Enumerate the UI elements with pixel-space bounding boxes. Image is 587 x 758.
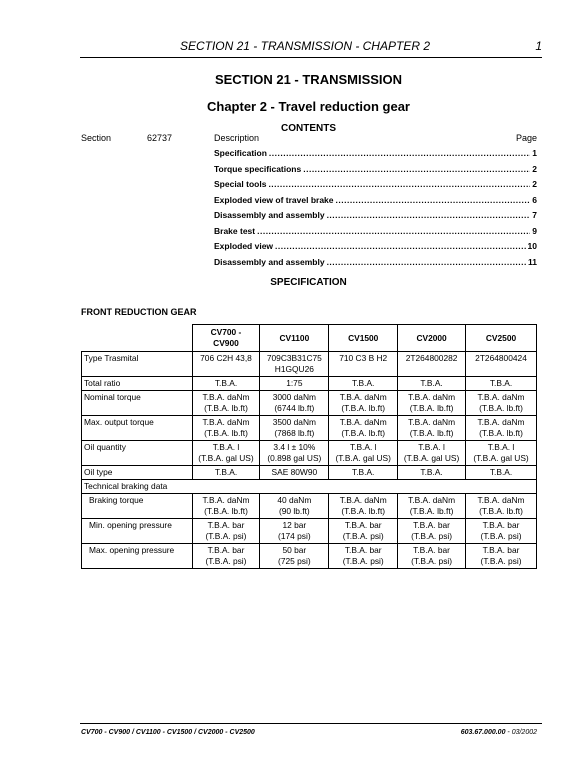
cell-value-line: T.B.A. bar xyxy=(344,520,382,530)
cell-value-line: 706 C2H 43,8 xyxy=(200,353,252,363)
toc-entry[interactable] xyxy=(214,257,537,273)
table-cell xyxy=(192,441,260,466)
toc-entry[interactable] xyxy=(214,164,537,180)
table-cell xyxy=(192,416,260,441)
toc-leader xyxy=(336,195,531,205)
table-cell xyxy=(466,544,537,569)
cell-value-line: (T.B.A. gal US) xyxy=(403,453,460,463)
cell-value-line: 709C3B31C75 xyxy=(266,353,322,363)
row-label: Nominal torque xyxy=(82,391,193,416)
cell-value-line: T.B.A. bar xyxy=(207,520,245,530)
table-cell xyxy=(329,352,398,377)
toc-entry[interactable] xyxy=(214,195,537,211)
cell-value-line: (T.B.A. lb.ft) xyxy=(479,403,523,413)
table-cell xyxy=(466,352,537,377)
cell-value-line: 2T264800424 xyxy=(475,353,527,363)
cell-value-line: (0.898 gal US) xyxy=(267,453,322,463)
cell-value-line: T.B.A. daNm xyxy=(339,417,387,427)
toc-leader xyxy=(275,241,525,251)
cell-value-line: 3500 daNm xyxy=(272,417,316,427)
cell-value-line: (T.B.A. gal US) xyxy=(198,453,254,463)
table-cell xyxy=(260,466,329,480)
toc-entry[interactable] xyxy=(214,179,537,195)
page-number: 1 xyxy=(535,39,542,53)
row-label: Oil type xyxy=(82,466,193,480)
header-rule xyxy=(80,57,542,58)
specification-table-body xyxy=(82,352,537,569)
cell-value-line: T.B.A. l xyxy=(418,442,445,452)
table-cell xyxy=(192,494,260,519)
table-header-row xyxy=(82,325,537,352)
cell-value-line: T.B.A. daNm xyxy=(202,495,250,505)
toc-entry-page: 9 xyxy=(532,225,537,236)
cell-value-line: 50 bar xyxy=(282,545,307,555)
front-reduction-gear-heading: FRONT REDUCTION GEAR xyxy=(81,307,197,317)
cell-value-line: T.B.A. xyxy=(214,378,238,388)
row-label: Max. opening pressure xyxy=(82,544,193,569)
table-row xyxy=(82,416,537,441)
cell-value-line: T.B.A. bar xyxy=(207,545,245,555)
column-header xyxy=(329,325,398,352)
table-cell xyxy=(260,441,329,466)
cell-value-line: SAE 80W90 xyxy=(271,467,318,477)
toc-entry-page: 1 xyxy=(532,148,537,158)
table-cell xyxy=(398,519,466,544)
cell-value-line: (T.B.A. lb.ft) xyxy=(204,428,248,438)
toc-leader xyxy=(257,226,530,236)
toc-leader xyxy=(327,210,531,220)
row-label: Oil quantity xyxy=(82,441,193,466)
cell-value-line: T.B.A. daNm xyxy=(408,495,456,505)
table-cell xyxy=(192,466,260,480)
cell-value-line: (7868 lb.ft) xyxy=(274,428,315,438)
cell-value-line: (T.B.A. lb.ft) xyxy=(479,428,523,438)
footer-models: CV700 - CV900 / CV1100 - CV1500 / CV2000 - CV2500 xyxy=(81,729,255,736)
specification-table xyxy=(81,324,537,569)
table-cell xyxy=(329,494,398,519)
table-row xyxy=(82,544,537,569)
table-cell xyxy=(466,391,537,416)
table-cell xyxy=(192,352,260,377)
cell-value-line: (T.B.A. lb.ft) xyxy=(204,403,248,413)
toc-entry[interactable] xyxy=(214,226,537,242)
cell-value-line: T.B.A. xyxy=(214,467,238,477)
toc-leader xyxy=(269,148,530,158)
table-row xyxy=(82,441,537,466)
table-cell xyxy=(329,377,398,391)
cell-value-line: (T.B.A. gal US) xyxy=(335,453,391,463)
cell-value-line: T.B.A. l xyxy=(349,442,377,452)
toc-entry-title: Torque specifications xyxy=(214,163,302,174)
cell-value-line: (T.B.A. lb.ft) xyxy=(341,428,386,438)
row-label: Max. output torque xyxy=(82,416,193,441)
toc-entry-page: 6 xyxy=(532,194,537,205)
cell-value-line: 2T264800282 xyxy=(405,353,458,363)
toc-entry-title: Special tools xyxy=(214,179,267,189)
column-header-line: CV900 xyxy=(213,338,239,348)
cell-value-line: T.B.A. daNm xyxy=(202,392,250,402)
table-cell xyxy=(398,352,466,377)
cell-value-line: (T.B.A. psi) xyxy=(480,556,522,566)
table-cell xyxy=(192,377,260,391)
cell-value-line: (725 psi) xyxy=(278,556,311,566)
table-row xyxy=(82,494,537,519)
column-header-line: CV2500 xyxy=(485,332,517,343)
toc-entry-page: 7 xyxy=(532,210,537,220)
table-cell xyxy=(260,352,329,377)
row-label: Min. opening pressure xyxy=(82,519,193,544)
cell-value-line: (T.B.A. lb.ft) xyxy=(341,506,386,516)
table-cell xyxy=(329,416,398,441)
column-header-line: CV1100 xyxy=(279,332,310,343)
footer-date: - 03/2002 xyxy=(505,729,537,736)
cell-value-line: (T.B.A. lb.ft) xyxy=(479,506,523,516)
table-cell xyxy=(398,494,466,519)
cell-value-line: T.B.A. daNm xyxy=(202,417,250,427)
toc-entry[interactable] xyxy=(214,148,537,164)
cell-value-line: (T.B.A. lb.ft) xyxy=(409,428,454,438)
toc-entry-title: Brake test xyxy=(214,225,256,236)
cell-value-line: T.B.A. daNm xyxy=(339,495,387,505)
cell-value-line: H1GQU26 xyxy=(274,364,314,374)
table-cell xyxy=(260,377,329,391)
table-cell xyxy=(466,494,537,519)
toc-description-label: Description xyxy=(214,133,260,143)
table-cell xyxy=(329,441,398,466)
toc-entry-page: 2 xyxy=(532,179,537,189)
cell-value-line: (T.B.A. psi) xyxy=(480,531,522,541)
cell-value-line: T.B.A. daNm xyxy=(477,392,525,402)
cell-value-line: (T.B.A. lb.ft) xyxy=(204,506,248,516)
cell-value-line: (T.B.A. psi) xyxy=(205,556,247,566)
running-header-title: SECTION 21 - TRANSMISSION - CHAPTER 2 xyxy=(179,39,430,53)
cell-value-line: T.B.A. bar xyxy=(482,520,520,530)
cell-value-line: T.B.A. xyxy=(489,467,513,477)
table-cell xyxy=(398,441,466,466)
row-label: Braking torque xyxy=(82,494,193,519)
cell-value-line: T.B.A. xyxy=(420,378,443,388)
header-blank-cell xyxy=(82,325,193,352)
toc-page-label: Page xyxy=(515,133,537,143)
toc-leader xyxy=(268,179,530,189)
table-cell xyxy=(466,441,537,466)
table-cell xyxy=(398,377,466,391)
cell-value-line: (T.B.A. psi) xyxy=(205,531,247,541)
cell-value-line: (T.B.A. psi) xyxy=(342,556,384,566)
cell-value-line: (T.B.A. lb.ft) xyxy=(341,403,386,413)
table-cell xyxy=(192,391,260,416)
table-cell xyxy=(398,391,466,416)
table-cell xyxy=(466,416,537,441)
table-cell xyxy=(398,544,466,569)
cell-value-line: 1:75 xyxy=(286,378,303,388)
table-cell xyxy=(398,466,466,480)
toc-entry-page: 2 xyxy=(532,163,537,174)
cell-value-line: T.B.A. daNm xyxy=(408,392,456,402)
row-label: Technical braking data xyxy=(82,480,537,494)
table-cell xyxy=(260,494,329,519)
cell-value-line: T.B.A. bar xyxy=(344,545,382,555)
cell-value-line: (T.B.A. psi) xyxy=(342,531,384,541)
cell-value-line: T.B.A. xyxy=(420,467,443,477)
column-header xyxy=(260,325,329,352)
cell-value-line: (T.B.A. lb.ft) xyxy=(409,403,454,413)
table-cell xyxy=(260,416,329,441)
footer-doc-ref xyxy=(380,729,537,736)
table-cell xyxy=(466,466,537,480)
toc-leader xyxy=(303,164,530,174)
chapter-title: Chapter 2 - Travel reduction gear xyxy=(206,99,410,114)
table-cell xyxy=(466,519,537,544)
table-row xyxy=(82,377,537,391)
footer-rule xyxy=(80,723,542,724)
section-title: SECTION 21 - TRANSMISSION xyxy=(214,72,403,87)
column-header-line: CV1500 xyxy=(348,332,379,343)
cell-value-line: 3000 daNm xyxy=(272,392,316,402)
table-cell xyxy=(329,466,398,480)
table-cell xyxy=(329,519,398,544)
cell-value-line: T.B.A. xyxy=(352,378,375,388)
cell-value-line: (T.B.A. gal US) xyxy=(473,453,529,463)
cell-value-line: T.B.A. bar xyxy=(413,520,450,530)
cell-value-line: (174 psi) xyxy=(278,531,311,541)
toc-leader xyxy=(327,257,526,267)
row-label: Type Trasmital xyxy=(82,352,193,377)
table-cell xyxy=(260,544,329,569)
footer-doc-number: 603.67.000.00 xyxy=(460,729,506,736)
toc-entry-title: Specification xyxy=(214,148,267,158)
cell-value-line: 40 daNm xyxy=(277,495,312,505)
table-row xyxy=(82,391,537,416)
cell-value-line: T.B.A. l xyxy=(212,442,240,452)
toc-entry-title: Exploded view of travel brake xyxy=(214,194,334,205)
cell-value-line: 12 bar xyxy=(282,520,307,530)
table-cell xyxy=(192,544,260,569)
toc-entry-title: Disassembly and assembly xyxy=(214,210,325,220)
toc-entry-page: 11 xyxy=(528,256,537,267)
table-cell xyxy=(466,377,537,391)
table-cell xyxy=(398,416,466,441)
row-label: Total ratio xyxy=(82,377,193,391)
table-of-contents xyxy=(214,148,537,272)
toc-section-number: 62737 xyxy=(147,133,173,143)
toc-entry-page: 10 xyxy=(527,241,537,251)
cell-value-line: T.B.A. daNm xyxy=(477,417,525,427)
specification-heading: SPECIFICATION xyxy=(270,277,347,288)
cell-value-line: T.B.A. daNm xyxy=(339,392,387,402)
contents-heading: CONTENTS xyxy=(281,123,336,134)
table-cell xyxy=(260,519,329,544)
cell-value-line: T.B.A. xyxy=(489,378,513,388)
cell-value-line: 3.4 l ± 10% xyxy=(273,442,316,452)
cell-value-line: (T.B.A. psi) xyxy=(411,531,453,541)
toc-entry[interactable] xyxy=(214,210,537,226)
cell-value-line: (T.B.A. psi) xyxy=(411,556,453,566)
cell-value-line: T.B.A. l xyxy=(487,442,515,452)
column-header xyxy=(398,325,466,352)
cell-value-line: T.B.A. bar xyxy=(413,545,450,555)
table-row xyxy=(82,519,537,544)
cell-value-line: T.B.A. xyxy=(352,467,375,477)
toc-section-label: Section xyxy=(81,133,112,143)
table-cell xyxy=(192,519,260,544)
cell-value-line: T.B.A. daNm xyxy=(408,417,456,427)
table-cell xyxy=(329,391,398,416)
column-header-line: CV2000 xyxy=(416,332,447,343)
cell-value-line: (90 lb.ft) xyxy=(278,506,310,516)
column-header xyxy=(192,325,260,352)
column-header-line: CV700 - xyxy=(210,327,242,337)
toc-entry[interactable] xyxy=(214,241,537,257)
toc-entry-title: Disassembly and assembly xyxy=(214,256,325,267)
table-row xyxy=(82,466,537,480)
table-cell xyxy=(260,391,329,416)
table-row xyxy=(82,352,537,377)
toc-entry-title: Exploded view xyxy=(214,241,274,251)
cell-value-line: T.B.A. bar xyxy=(482,545,520,555)
cell-value-line: (T.B.A. lb.ft) xyxy=(409,506,454,516)
cell-value-line: (6744 lb.ft) xyxy=(274,403,315,413)
table-row xyxy=(82,480,537,494)
column-header xyxy=(466,325,537,352)
cell-value-line: T.B.A. daNm xyxy=(477,495,525,505)
table-cell xyxy=(329,544,398,569)
cell-value-line: 710 C3 B H2 xyxy=(339,353,388,363)
